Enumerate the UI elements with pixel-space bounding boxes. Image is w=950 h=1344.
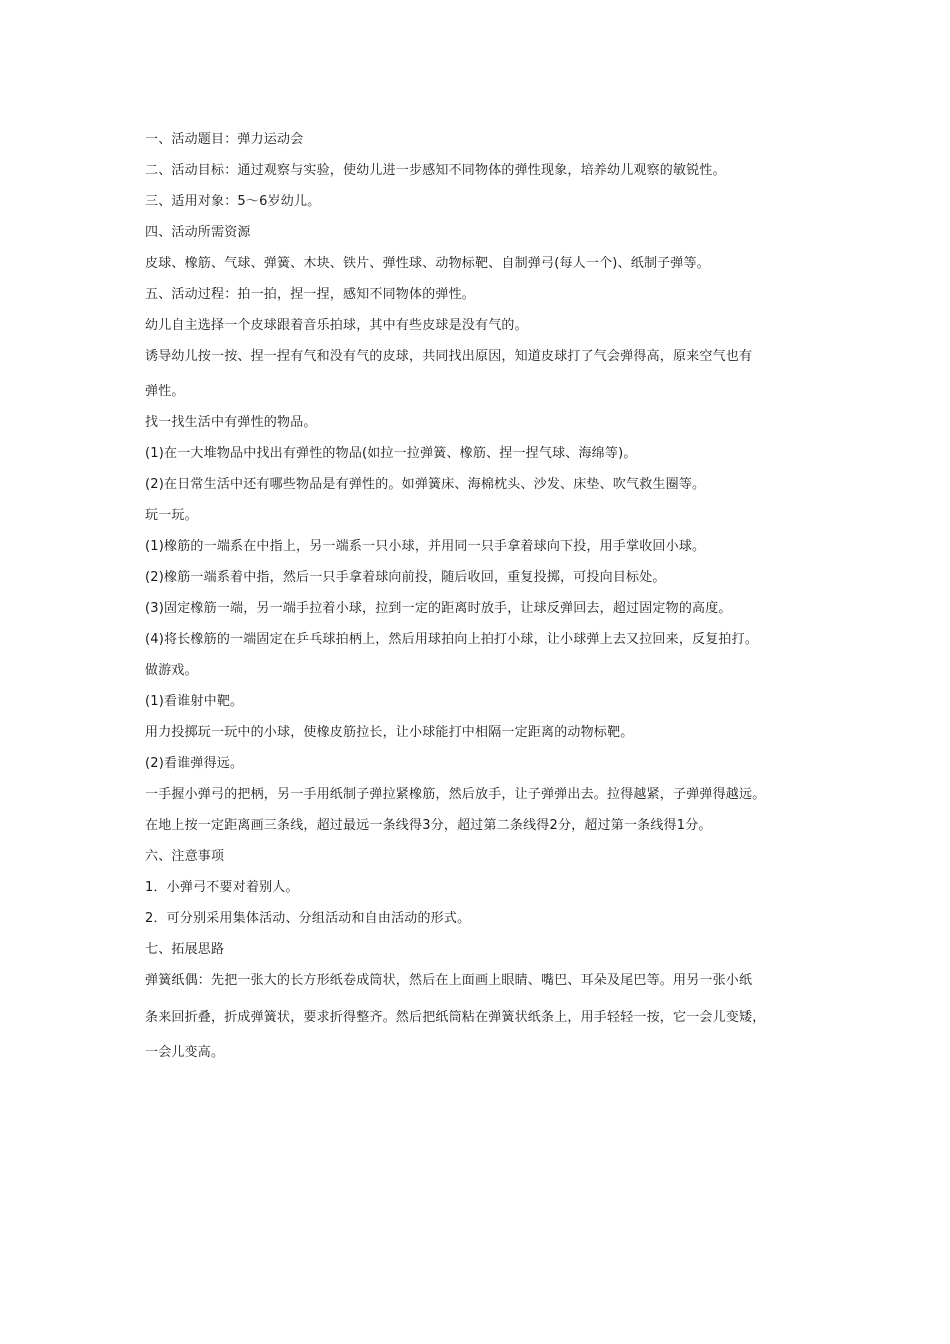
play-item: (2)橡筋一端系着中指，然后一只手拿着球向前投，随后收回，重复投掷，可投向目标处。 [145,570,666,585]
play-heading: 玩一玩。 [145,508,198,523]
notes-heading: 六、注意事项 [145,849,225,864]
process-text: 幼儿自主选择一个皮球跟着音乐拍球，其中有些皮球是没有气的。 [145,318,528,333]
process-text: 弹性。 [145,384,185,399]
resources-heading: 四、活动所需资源 [145,225,251,240]
find-item: (2)在日常生活中还有哪些物品是有弹性的。如弹簧床、海棉枕头、沙发、床垫、吹气救生圈等。 [145,477,706,492]
document-body [145,124,825,1070]
game-text: 一手握小弹弓的把柄，另一手用纸制子弹拉紧橡筋，然后放手，让子弹弹出去。拉得越紧，子弹弹得越远。 [145,787,766,802]
activity-goal-line: 二、活动目标：通过观察与实验，使幼儿进一步感知不同物体的弹性现象，培养幼儿观察的敏锐性。 [145,163,726,178]
target-audience-line: 三、适用对象：5～6岁幼儿。 [145,194,321,209]
resources-list: 皮球、橡筋、气球、弹簧、木块、铁片、弹性球、动物标靶、自制弹弓(每人一个)、纸制子弹等。 [145,256,710,271]
extension-text: 条来回折叠，折成弹簧状，要求折得整齐。然后把纸筒粘在弹簧状纸条上，用手轻轻一按，它一会儿变矮， [145,1010,766,1025]
play-item: (4)将长橡筋的一端固定在乒乓球拍柄上，然后用球拍向上拍打小球，让小球弹上去又拉回来，反复拍打。 [145,632,759,647]
play-item: (3)固定橡筋一端，另一端手拉着小球，拉到一定的距离时放手，让球反弹回去，超过固定物的高度。 [145,601,732,616]
game-item: (2)看谁弹得远。 [145,756,244,771]
extension-text: 一会儿变高。 [145,1045,225,1060]
find-item: (1)在一大堆物品中找出有弹性的物品(如拉一拉弹簧、橡筋、捏一捏气球、海绵等)。 [145,446,637,461]
game-heading: 做游戏。 [145,663,198,678]
process-heading: 五、活动过程：拍一拍，捏一捏，感知不同物体的弹性。 [145,287,476,302]
extension-heading: 七、拓展思路 [145,942,225,957]
play-item: (1)橡筋的一端系在中指上，另一端系一只小球，并用同一只手拿着球向下投，用手掌收回小球。 [145,539,706,554]
game-item: (1)看谁射中靶。 [145,694,244,709]
notes-item: 1．小弹弓不要对着别人。 [145,880,299,895]
extension-text: 弹簧纸偶：先把一张大的长方形纸卷成筒状，然后在上面画上眼睛、嘴巴、耳朵及尾巴等。用另一张小纸 [145,973,753,988]
process-text: 诱导幼儿按一按、捏一捏有气和没有气的皮球，共同找出原因，知道皮球打了气会弹得高，原来空气也有 [145,349,753,364]
activity-title-line: 一、活动题目：弹力运动会 [145,132,304,147]
game-text: 用力投掷玩一玩中的小球，使橡皮筋拉长，让小球能打中相隔一定距离的动物标靶。 [145,725,634,740]
notes-item: 2．可分别采用集体活动、分组活动和自由活动的形式。 [145,911,471,926]
game-text: 在地上按一定距离画三条线，超过最远一条线得3分，超过第二条线得2分，超过第一条线得1分。 [145,818,712,833]
find-heading: 找一找生活中有弹性的物品。 [145,415,317,430]
